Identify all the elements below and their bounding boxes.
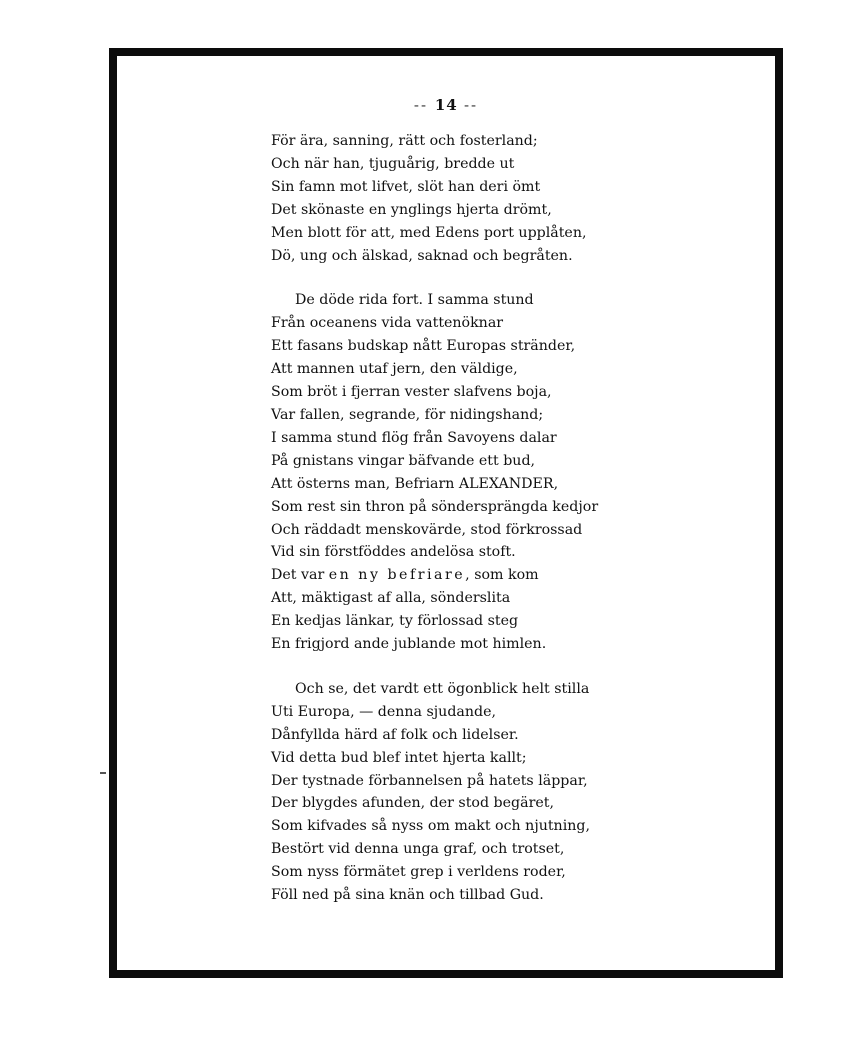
page-number-dash-right: -- [463, 96, 479, 114]
poem-line: Dö, ung och älskad, saknad och begråten. [271, 247, 573, 264]
poem-line: Dånfyllda härd af folk och lidelser. [271, 726, 519, 743]
poem-line: Det skönaste en ynglings hjerta drömt, [271, 201, 552, 218]
poem-line: Sin famn mot lifvet, slöt han deri ömt [271, 178, 541, 195]
poem-line: Uti Europa, — denna sjudande, [271, 703, 496, 720]
poem-line: Der tystnade förbannelsen på hatets läppar, [271, 772, 588, 789]
poem-line: Från oceanens vida vattenöknar [271, 315, 504, 332]
poem-line: Som bröt i fjerran vester slafvens boja, [271, 384, 552, 401]
poem-line: Som rest sin thron på söndersprängda kedjor [271, 498, 599, 515]
poem-line: De döde rida fort. I samma stund [295, 292, 534, 309]
poem-line-emphasis: en ny befriare [328, 567, 466, 584]
poem-line: Att mannen utaf jern, den väldige, [271, 361, 518, 378]
poem-line: Föll ned på sina knän och tillbad Gud. [271, 887, 544, 904]
poem-line: Och se, det vardt ett ögonblick helt stilla [295, 680, 590, 697]
margin-mark [100, 772, 106, 774]
poem-body [271, 130, 731, 929]
poem-line: I samma stund flög från Savoyens dalar [271, 429, 557, 446]
page-border [109, 48, 783, 978]
poem-line: Som nyss förmätet grep i verldens roder, [271, 864, 566, 881]
poem-line: Att österns man, Befriarn ALEXANDER, [271, 475, 559, 492]
poem-line: På gnistans vingar bäfvande ett bud, [271, 452, 536, 469]
poem-line-part: Det var [271, 567, 325, 584]
poem-line: Der blygdes afunden, der stod begäret, [271, 795, 554, 812]
poem-line: Och när han, tjuguårig, bredde ut [271, 155, 515, 172]
poem-line: Som kifvades så nyss om makt och njutning, [271, 818, 590, 835]
page-number-header [117, 96, 775, 114]
stanza-3 [271, 678, 731, 907]
page-number: 14 [434, 96, 458, 114]
poem-line: Bestört vid denna unga graf, och trotset, [271, 841, 565, 858]
poem-line-part: , som kom [465, 567, 539, 584]
stanza-2 [271, 289, 731, 656]
poem-line-spaced [271, 564, 731, 587]
poem-line: Var fallen, segrande, för nidingshand; [271, 406, 544, 423]
poem-line: Men blott för att, med Edens port upplåten, [271, 224, 587, 241]
poem-line: Vid sin förstföddes andelösa stoft. [271, 544, 516, 561]
poem-line: Att, mäktigast af alla, sönderslita [271, 590, 511, 607]
poem-line: En frigjord ande jublande mot himlen. [271, 636, 547, 653]
poem-line: Vid detta bud blef intet hjerta kallt; [271, 749, 527, 766]
stanza-1 [271, 130, 731, 267]
poem-line: Och räddadt menskovärde, stod förkrossad [271, 521, 583, 538]
poem-line: En kedjas länkar, ty förlossad steg [271, 613, 519, 630]
poem-line: Ett fasans budskap nått Europas stränder, [271, 338, 576, 355]
page-number-dash-left: -- [413, 96, 435, 114]
poem-line: För ära, sanning, rätt och fosterland; [271, 133, 538, 149]
